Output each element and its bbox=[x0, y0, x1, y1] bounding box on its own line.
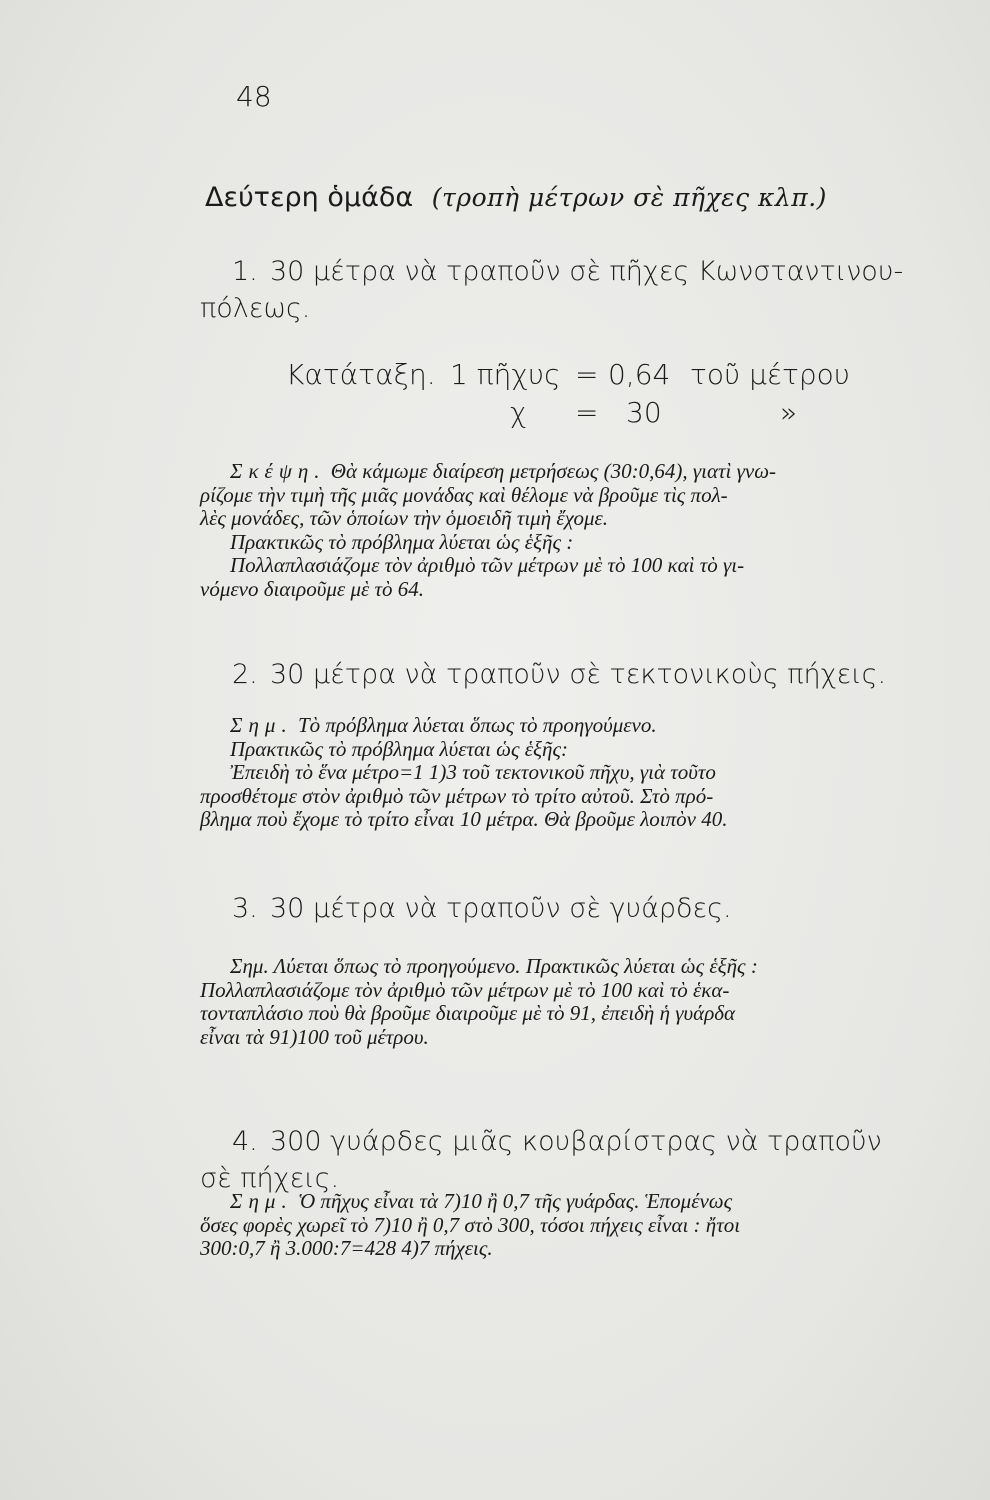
problem-number: 4. bbox=[232, 1126, 258, 1157]
problem-number: 1. bbox=[232, 256, 258, 287]
calculation-term: χ bbox=[510, 396, 527, 429]
calculation-value: 0,64 bbox=[608, 358, 671, 391]
problem-3-note bbox=[200, 955, 925, 1049]
note-line: ὅσες φορὲς χωρεῖ τὸ 7)10 ἢ 0,7 στὸ 300, τόσοι πήχεις εἶναι : ἤτοι bbox=[200, 1212, 741, 1237]
problem-4-note bbox=[200, 1190, 925, 1261]
problem-2-note bbox=[200, 714, 925, 832]
note-line: νόμενο διαιροῦμε μὲ τὸ 64. bbox=[200, 576, 425, 601]
equals-sign: = bbox=[575, 396, 599, 429]
problem-1 bbox=[200, 253, 925, 327]
calculation-label: Κατάταξη. bbox=[286, 358, 436, 391]
section-heading bbox=[205, 182, 925, 213]
problem-4 bbox=[200, 1123, 925, 1197]
problem-text: 30 μέτρα νὰ τραποῦν σὲ τεκτονικοὺς πήχεις. bbox=[270, 659, 887, 690]
problem-1-calculation bbox=[200, 358, 920, 434]
problem-3 bbox=[200, 890, 925, 927]
note-line: λὲς μονάδες, τῶν ὁποίων τὴν ὁμοειδῆ τιμὴ ἔχομε. bbox=[200, 506, 609, 530]
problem-text-continued: πόλεως. bbox=[200, 293, 311, 324]
note-line: Πρακτικῶς τὸ πρόβλημα λύεται ὡς ἑξῆς : bbox=[230, 529, 574, 554]
note-line: τονταπλάσιο ποὺ θὰ βροῦμε διαιροῦμε μὲ τὸ 91, ἐπειδὴ ἡ γυάρδα bbox=[200, 1001, 736, 1025]
note-line: 300:0,7 ἢ 3.000:7=428 4)7 πήχεις. bbox=[200, 1236, 493, 1260]
note-line: Πολλαπλασιάζομε τὸν ἀριθμὸ τῶν μέτρων μὲ τὸ 100 καὶ τὸ ἑκα- bbox=[200, 977, 730, 1002]
note-line: Ἐπειδὴ τὸ ἕνα μέτρο=1 1)3 τοῦ τεκτονικοῦ πῆχυ, γιὰ τοῦτο bbox=[230, 760, 716, 784]
note-label: Σκέψη. bbox=[230, 459, 326, 483]
section-subtitle: (τροπὴ μέτρων σὲ πῆχες κλπ.) bbox=[431, 183, 827, 212]
note-line: ρίζομε τὴν τιμὴ τῆς μιᾶς μονάδας καὶ θέλομε νὰ βροῦμε τὶς πολ- bbox=[200, 482, 728, 507]
problem-text: 300 γυάρδες μιᾶς κουβαρίστρας νὰ τραποῦν bbox=[270, 1126, 882, 1157]
problem-text: 30 μέτρα νὰ τραποῦν σὲ πῆχες Κωνσταντινου- bbox=[270, 256, 904, 287]
equals-sign: = bbox=[575, 358, 599, 391]
note-line: βλημα ποὺ ἔχομε τὸ τρίτο εἶναι 10 μέτρα. Θὰ βροῦμε λοιπὸν 40. bbox=[200, 807, 728, 831]
note-line: Θὰ κάμωμε διαίρεση μετρήσεως (30:0,64), γιατὶ γνω- bbox=[330, 459, 777, 483]
problem-number: 3. bbox=[232, 893, 258, 924]
note-line: Πολλαπλασιάζομε τὸν ἀριθμὸ τῶν μέτρων μὲ τὸ 100 καὶ τὸ γι- bbox=[230, 553, 745, 577]
problem-2 bbox=[200, 656, 925, 693]
problem-text: 30 μέτρα νὰ τραποῦν σὲ γυάρδες. bbox=[270, 893, 732, 924]
section-title: Δεύτερη ὁμάδα bbox=[205, 182, 414, 213]
note-line: προσθέτομε στὸν ἀριθμὸ τῶν μέτρων τὸ τρίτο αὐτοῦ. Στὸ πρό- bbox=[200, 783, 714, 808]
note-label: Σημ. bbox=[230, 713, 293, 737]
calculation-value: 30 bbox=[626, 396, 662, 429]
note-label: Σημ. bbox=[230, 1189, 293, 1213]
problem-text-continued: σὲ πήχεις. bbox=[200, 1163, 340, 1194]
page-number: 48 bbox=[236, 80, 272, 113]
problem-1-note bbox=[200, 460, 925, 601]
note-line: Πρακτικῶς τὸ πρόβλημα λύεται ὡς ἑξῆς: bbox=[230, 736, 568, 761]
note-line: εἶναι τὰ 91)100 τοῦ μέτρου. bbox=[200, 1024, 429, 1049]
note-line: Λύεται ὅπως τὸ προηγούμενο. Πρακτικῶς λύεται ὡς ἑξῆς : bbox=[273, 954, 758, 978]
note-line: Ὁ πῆχυς εἶναι τὰ 7)10 ἢ 0,7 τῆς γυάρδας. Ἑπομένως bbox=[297, 1189, 733, 1213]
problem-number: 2. bbox=[232, 659, 258, 690]
calculation-unit: » bbox=[780, 396, 798, 429]
note-line: Τὸ πρόβλημα λύεται ὅπως τὸ προηγούμενο. bbox=[297, 713, 657, 737]
calculation-term: 1 πῆχυς bbox=[450, 358, 561, 391]
calculation-row-1 bbox=[200, 358, 920, 396]
note-label: Σημ. bbox=[230, 954, 269, 978]
calculation-row-2 bbox=[200, 396, 920, 434]
calculation-unit: τοῦ μέτρου bbox=[690, 358, 851, 391]
